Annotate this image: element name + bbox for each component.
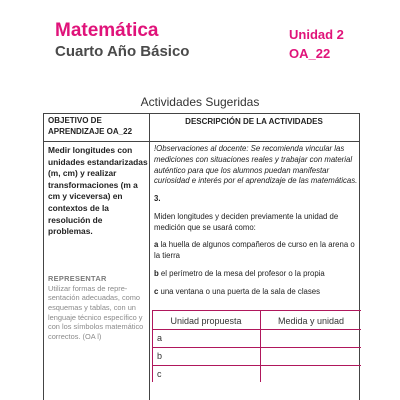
column-divider	[149, 114, 150, 400]
measurement-row-a: a	[157, 333, 163, 343]
objective-text: Medir longitudes con unidades estandarizadas (m, cm) y realizar transformaciones (m a cm y viceversa) en contextos de la resolución de problemas.	[48, 145, 148, 237]
page-title: Matemática	[55, 20, 159, 41]
measurement-table	[152, 310, 361, 382]
header-divider	[44, 141, 359, 142]
section-title: Actividades Sugeridas	[140, 95, 260, 109]
header-description: DESCRIPCIÓN DE LA ACTIVIDADES	[185, 117, 323, 126]
activity-intro: Miden longitudes y deciden previamente la unidad de medición que se usará como:	[154, 211, 339, 232]
activity-number: 3.	[154, 194, 161, 203]
measurement-col-unit: Unidad propuesta	[170, 316, 242, 326]
page-header	[0, 0, 400, 70]
measurement-col-value: Medida y unidad	[277, 316, 345, 326]
teacher-observations: !Observaciones al docente: Se recomienda vincular las mediciones con situaciones reales y trabajar con material auténtico para que los alumnos puedan manifestar curiosidad e interés por el aprendizaje de las matemáticas.	[154, 144, 358, 186]
measurement-row-c: c	[157, 369, 162, 379]
skill-block	[48, 274, 148, 341]
activity-item-a: a la huella de algunos compañeros de curso en la arena o la tierra	[154, 240, 355, 260]
objective-code: OA_22	[289, 46, 331, 61]
skill-text: Utilizar formas de repre-sentación adecuadas, como esquemas y tablas, con un lenguaje técnico específico y con los símbolos matemático correctos. (OA l)	[48, 283, 144, 341]
page-subtitle: Cuarto Año Básico	[55, 43, 190, 60]
header-objective: OBJETIVO DE APRENDIZAJE OA_22	[48, 116, 133, 136]
activity-item-b: b el perímetro de la mesa del profesor o la propia	[154, 268, 325, 278]
measurement-row-b: b	[157, 351, 163, 361]
activity-item-c: c una ventana o una puerta de la sala de clases	[154, 286, 321, 296]
skill-label: REPRESENTAR	[48, 274, 107, 283]
activity-description	[154, 144, 358, 297]
unit-label: Unidad 2	[289, 27, 344, 42]
